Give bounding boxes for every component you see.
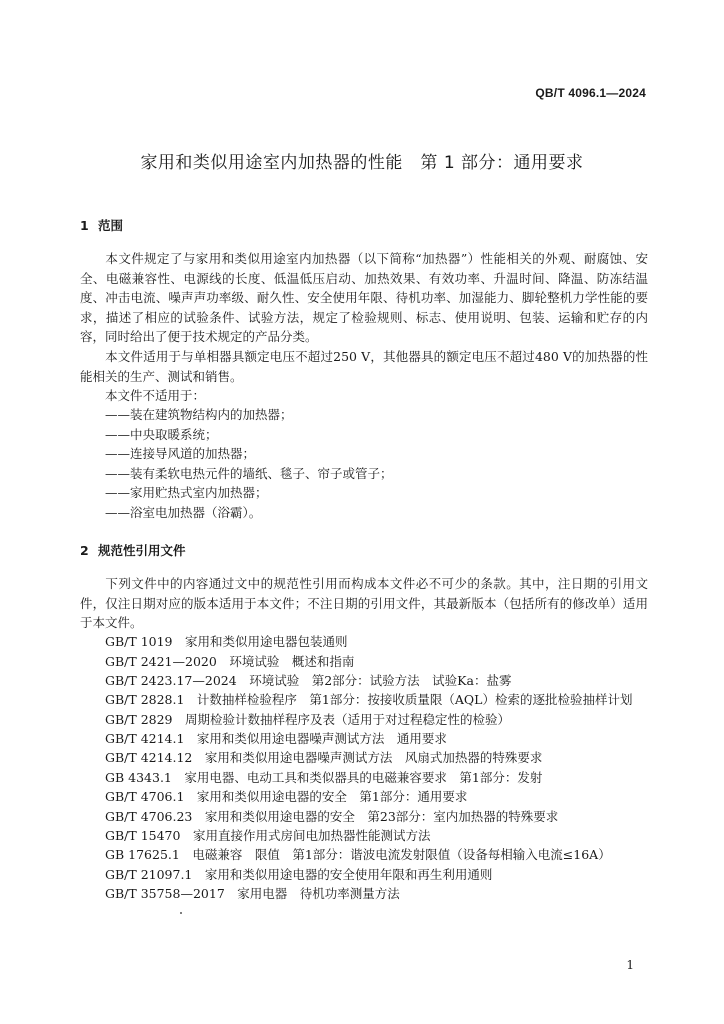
- reference-item: GB/T 2828.1 计数抽样检验程序 第1部分：按接收质量限（AQL）检索的逐批检验抽样计划: [105, 692, 633, 707]
- list-item: ——浴室电加热器（浴霸）。: [105, 505, 262, 520]
- section-heading-scope: [80, 216, 123, 234]
- document-title: 家用和类似用途室内加热器的性能 第 1 部分：通用要求: [140, 153, 584, 173]
- list-item: ——装在建筑物结构内的加热器；: [105, 407, 293, 422]
- reference-item: GB/T 1019 家用和类似用途电器包装通则: [105, 634, 348, 649]
- reference-item: GB/T 4214.12 家用和类似用途电器噪声测试方法 风扇式加热器的特殊要求: [105, 750, 543, 765]
- reference-item: GB/T 21097.1 家用和类似用途电器的安全使用年限和再生利用通则: [105, 867, 493, 882]
- list-item: ——中央取暖系统；: [105, 427, 218, 442]
- section-number: 1: [80, 218, 89, 233]
- reference-item: GB/T 4706.1 家用和类似用途电器的安全 第1部分：通用要求: [105, 789, 468, 804]
- scope-paragraph-2: 本文件适用于与单相器具额定电压不超过250 V，其他器具的额定电压不超过480 V的加热器的性能相关的生产、测试和销售。: [80, 349, 648, 384]
- standard-code: QB/T 4096.1—2024: [535, 86, 646, 100]
- section-title: 范围: [98, 218, 124, 233]
- page-number: 1: [626, 958, 634, 972]
- reference-item: GB/T 4706.23 家用和类似用途电器的安全 第23部分：室内加热器的特殊要求: [105, 809, 559, 824]
- section-title: 规范性引用文件: [98, 543, 186, 558]
- reference-item: GB/T 2829 周期检验计数抽样程序及表（适用于对过程稳定性的检验）: [105, 712, 511, 727]
- reference-item: GB 4343.1 家用电器、电动工具和类似器具的电磁兼容要求 第1部分：发射: [105, 770, 543, 785]
- scope-paragraph-1: 本文件规定了与家用和类似用途室内加热器（以下简称“加热器”）性能相关的外观、耐腐蚀、安全、电磁兼容性、电源线的长度、低温低压启动、加热效果、有效功率、升温时间、降温、防冻结温度、冲击电流、噪声声功率级、耐久性、安全使用年限、待机功率、加湿能力、脚轮整机力学性能的要求，描述了相应的试验条件、试验方法，规定了检验规则、标志、使用说明、包装、运输和贮存的内容，同时给出了便于技术规定的产品分类。: [80, 251, 648, 344]
- scan-speck: [180, 912, 182, 914]
- section-number: 2: [80, 543, 89, 558]
- list-item: ——连接导风道的加热器；: [105, 446, 256, 461]
- references-intro-paragraph: 下列文件中的内容通过文中的规范性引用而构成本文件必不可少的条款。其中，注日期的引用文件，仅注日期对应的版本适用于本文件；不注日期的引用文件，其最新版本（包括所有的修改单）适用于本文件。: [80, 576, 648, 630]
- list-item: ——家用贮热式室内加热器；: [105, 485, 268, 500]
- reference-item: GB/T 15470 家用直接作用式房间电加热器性能测试方法: [105, 828, 431, 843]
- reference-item: GB/T 35758—2017 家用电器 待机功率测量方法: [105, 886, 400, 901]
- reference-item: GB 17625.1 电磁兼容 限值 第1部分：谐波电流发射限值（设备每相输入电流≤16A）: [105, 847, 611, 862]
- reference-item: GB/T 4214.1 家用和类似用途电器噪声测试方法 通用要求: [105, 731, 447, 746]
- reference-item: GB/T 2421—2020 环境试验 概述和指南: [105, 654, 355, 669]
- reference-item: GB/T 2423.17—2024 环境试验 第2部分：试验方法 试验Ka：盐雾: [105, 673, 512, 688]
- not-applicable-intro: 本文件不适用于：: [105, 388, 206, 403]
- list-item: ——装有柔软电热元件的墙纸、毯子、帘子或管子；: [105, 466, 393, 481]
- section-heading-normative-references: [80, 541, 186, 559]
